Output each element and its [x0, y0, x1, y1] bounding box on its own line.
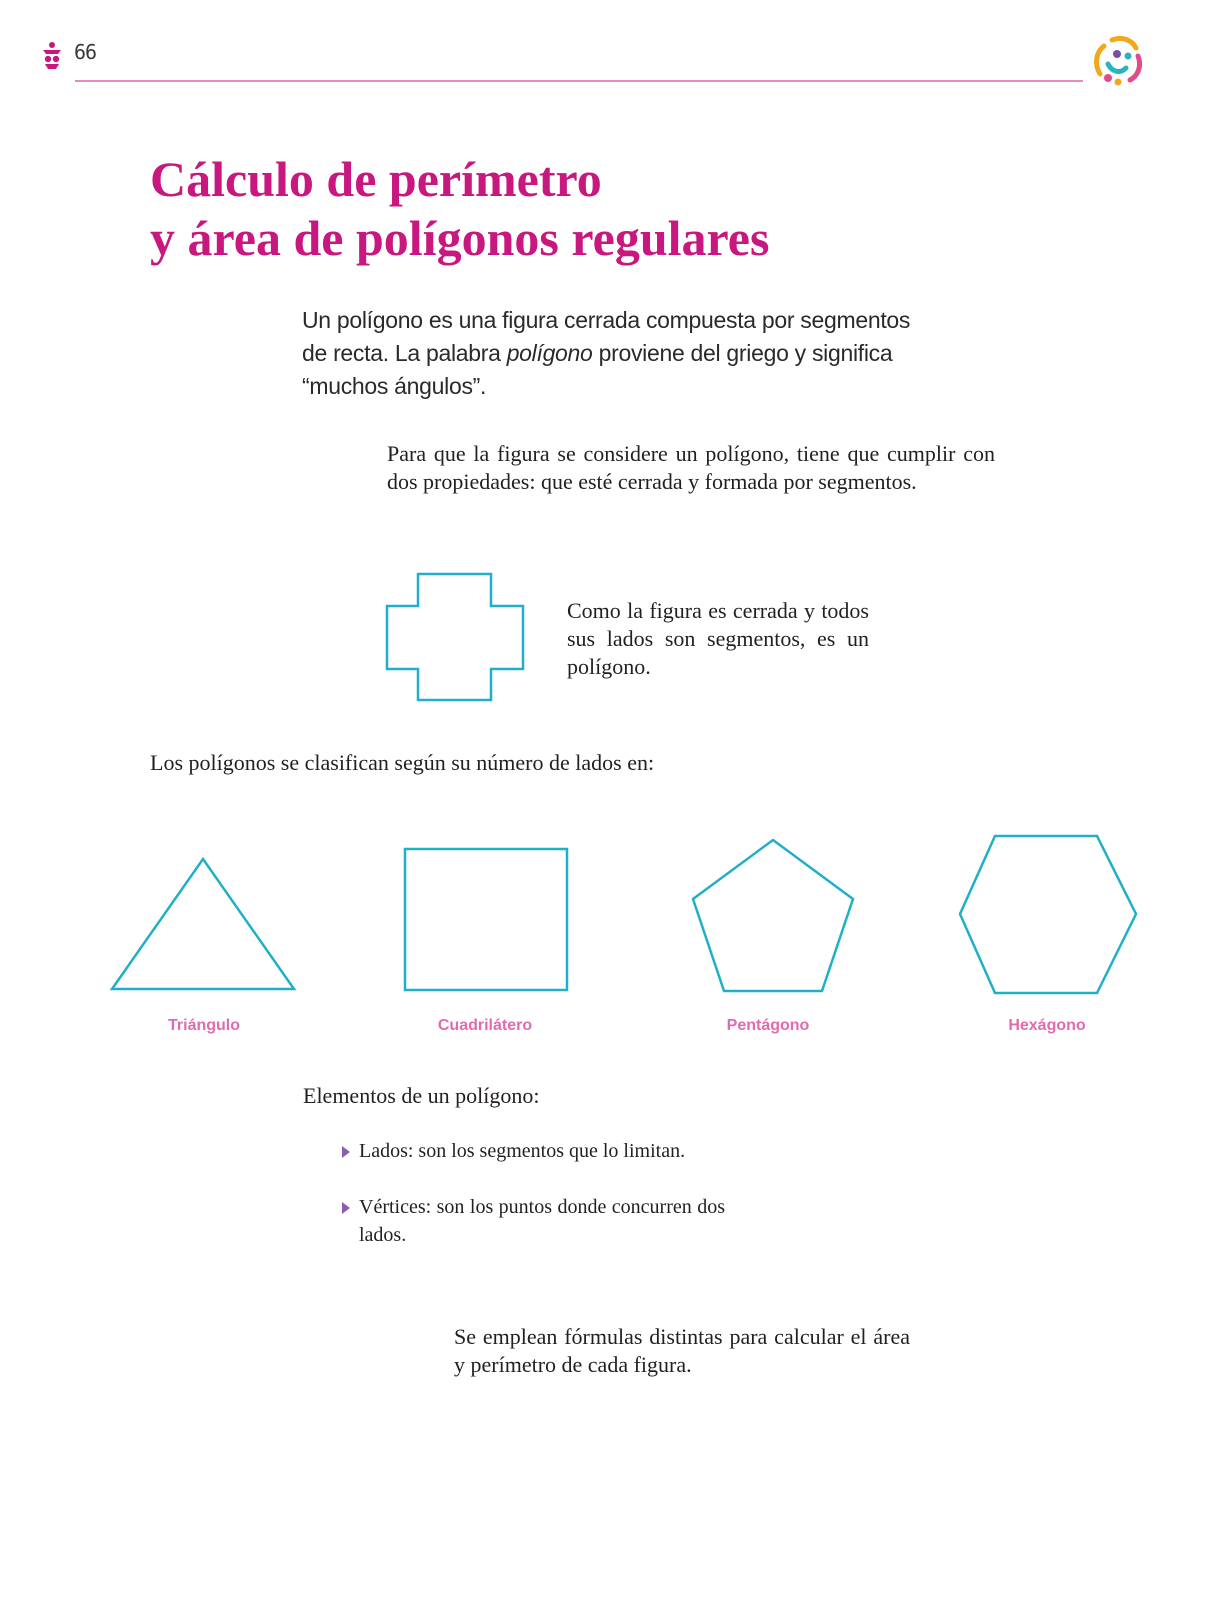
hexagon-shape: [957, 833, 1139, 996]
quadrilateral-shape: [402, 846, 570, 994]
elements-list: [340, 1137, 725, 1277]
pentagon-shape: [688, 836, 858, 996]
triangle-shape: [108, 855, 298, 995]
header-rule: [75, 80, 1083, 82]
page-title: [150, 150, 769, 268]
list-item: [340, 1137, 725, 1165]
intro-text-2: proviene del griego y significa “muchos ángulos”.: [302, 340, 893, 399]
pentagon-label: Pentágono: [726, 1017, 810, 1034]
title-line-2: y área de polígonos regulares: [150, 210, 770, 266]
properties-paragraph: Para que la figura se considere un polígono, tiene que cumplir con dos propiedades: que esté cerrada y formada por segmentos.: [387, 441, 995, 494]
cross-polygon-figure: [385, 572, 525, 702]
intro-text-1: Un polígono es una figura cerrada compuesta por segmentos de recta. La palabra: [302, 307, 911, 366]
bullet-arrow-icon: [342, 1146, 350, 1158]
page-number: 66: [74, 40, 97, 64]
list-item: [340, 1193, 725, 1249]
intro-paragraph: [302, 304, 922, 403]
bullet-arrow-icon: [342, 1202, 350, 1214]
elements-title: Elementos de un polígono:: [303, 1083, 540, 1108]
triangle-label: Triángulo: [168, 1017, 240, 1034]
title-line-1: Cálculo de perímetro: [150, 151, 602, 207]
quadrilateral-label: Cuadrilátero: [437, 1017, 533, 1034]
classification-text: Los polígonos se clasifican según su número de lados en:: [150, 750, 655, 775]
page-ornament-icon: [40, 40, 64, 70]
hexagon-label: Hexágono: [1008, 1017, 1086, 1034]
formulas-paragraph: Se emplean fórmulas distintas para calcular el área y perímetro de cada figura.: [454, 1324, 910, 1377]
brand-logo-icon: [1090, 34, 1144, 86]
cross-caption: Como la figura es cerrada y todos sus lados son segmentos, es un polígono.: [567, 598, 869, 679]
list-item-text: Vértices: son los puntos donde concurren dos lados.: [359, 1196, 725, 1246]
list-item-text: Lados: son los segmentos que lo limitan.: [359, 1140, 686, 1162]
intro-term: polígono: [506, 340, 593, 366]
